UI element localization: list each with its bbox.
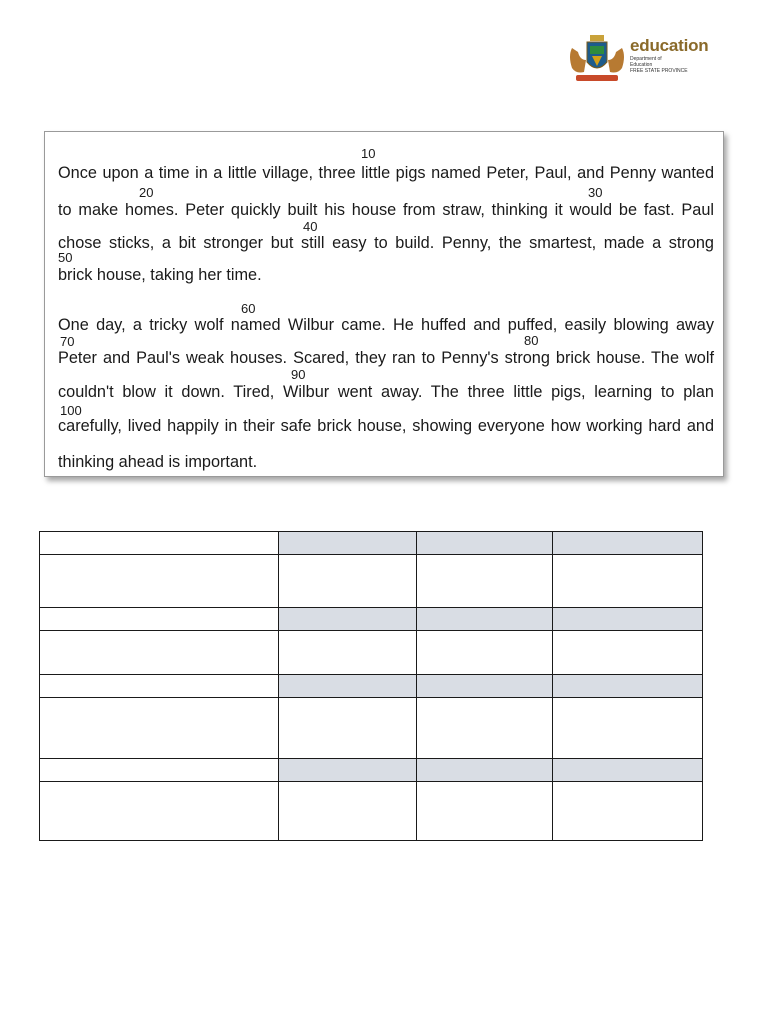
word-count-marker: 80 <box>524 333 539 348</box>
word-count-marker: 100 <box>60 403 82 418</box>
word-count-marker: 70 <box>60 334 75 349</box>
passage-line: carefully, lived happily in their safe brick house, showing everyone how working hard and <box>58 417 714 435</box>
word-count-marker: 20 <box>139 185 154 200</box>
table-header-cell[interactable] <box>278 607 417 631</box>
table-header-cell[interactable] <box>552 674 703 698</box>
passage-line: couldn't blow it down. Tired, Wilbur went away. The three little pigs, learning to plan <box>58 383 714 401</box>
table-cell[interactable] <box>416 781 553 841</box>
word-count-marker: 60 <box>241 301 256 316</box>
table-cell[interactable] <box>416 697 553 759</box>
table-cell[interactable] <box>552 697 703 759</box>
logo-subtitle-line: Department of <box>630 56 662 62</box>
table-cell[interactable] <box>416 554 553 608</box>
table-header-cell[interactable] <box>416 607 553 631</box>
table-cell[interactable] <box>416 630 553 675</box>
table-cell[interactable] <box>39 697 279 759</box>
table-header-cell[interactable] <box>278 758 417 782</box>
passage-line: Once upon a time in a little village, three little pigs named Peter, Paul, and Penny wanted <box>58 164 714 182</box>
table-header-cell[interactable] <box>416 531 553 555</box>
education-logo <box>566 34 716 84</box>
table-cell[interactable] <box>552 554 703 608</box>
passage-line: thinking ahead is important. <box>58 453 258 471</box>
table-cell[interactable] <box>278 697 417 759</box>
table-cell[interactable] <box>278 781 417 841</box>
table-cell[interactable] <box>39 781 279 841</box>
word-count-marker: 90 <box>291 367 306 382</box>
logo-subtitle-line: Education <box>630 62 653 68</box>
table-header-cell[interactable] <box>552 607 703 631</box>
table-cell[interactable] <box>39 630 279 675</box>
logo-subtitle-line: FREE STATE PROVINCE <box>630 68 688 74</box>
passage-line: Peter and Paul's weak houses. Scared, they ran to Penny's strong brick house. The wolf <box>58 349 714 367</box>
table-cell[interactable] <box>552 781 703 841</box>
table-header-cell[interactable] <box>416 674 553 698</box>
assessment-table <box>39 531 703 841</box>
table-cell[interactable] <box>39 554 279 608</box>
word-count-marker: 50 <box>58 250 73 265</box>
word-count-marker: 40 <box>303 219 318 234</box>
table-cell[interactable] <box>278 554 417 608</box>
table-header-cell[interactable] <box>278 674 417 698</box>
table-cell[interactable] <box>278 630 417 675</box>
table-cell[interactable] <box>39 607 279 631</box>
reading-passage <box>44 131 724 477</box>
table-cell[interactable] <box>552 630 703 675</box>
passage-line: chose sticks, a bit stronger but still easy to build. Penny, the smartest, made a strong <box>58 234 714 252</box>
table-header-cell[interactable] <box>552 531 703 555</box>
table-header-cell[interactable] <box>416 758 553 782</box>
coat-of-arms-icon <box>566 34 628 84</box>
table-cell[interactable] <box>39 758 279 782</box>
passage-line: to make homes. Peter quickly built his house from straw, thinking it would be fast. Paul <box>58 201 714 219</box>
table-cell[interactable] <box>39 674 279 698</box>
word-count-marker: 10 <box>361 146 376 161</box>
passage-line: brick house, taking her time. <box>58 266 262 284</box>
passage-line: One day, a tricky wolf named Wilbur came. He huffed and puffed, easily blowing away <box>58 316 714 334</box>
table-header-cell[interactable] <box>278 531 417 555</box>
table-header-cell[interactable] <box>552 758 703 782</box>
table-cell[interactable] <box>39 531 279 555</box>
logo-title: education <box>630 36 709 55</box>
word-count-marker: 30 <box>588 185 603 200</box>
